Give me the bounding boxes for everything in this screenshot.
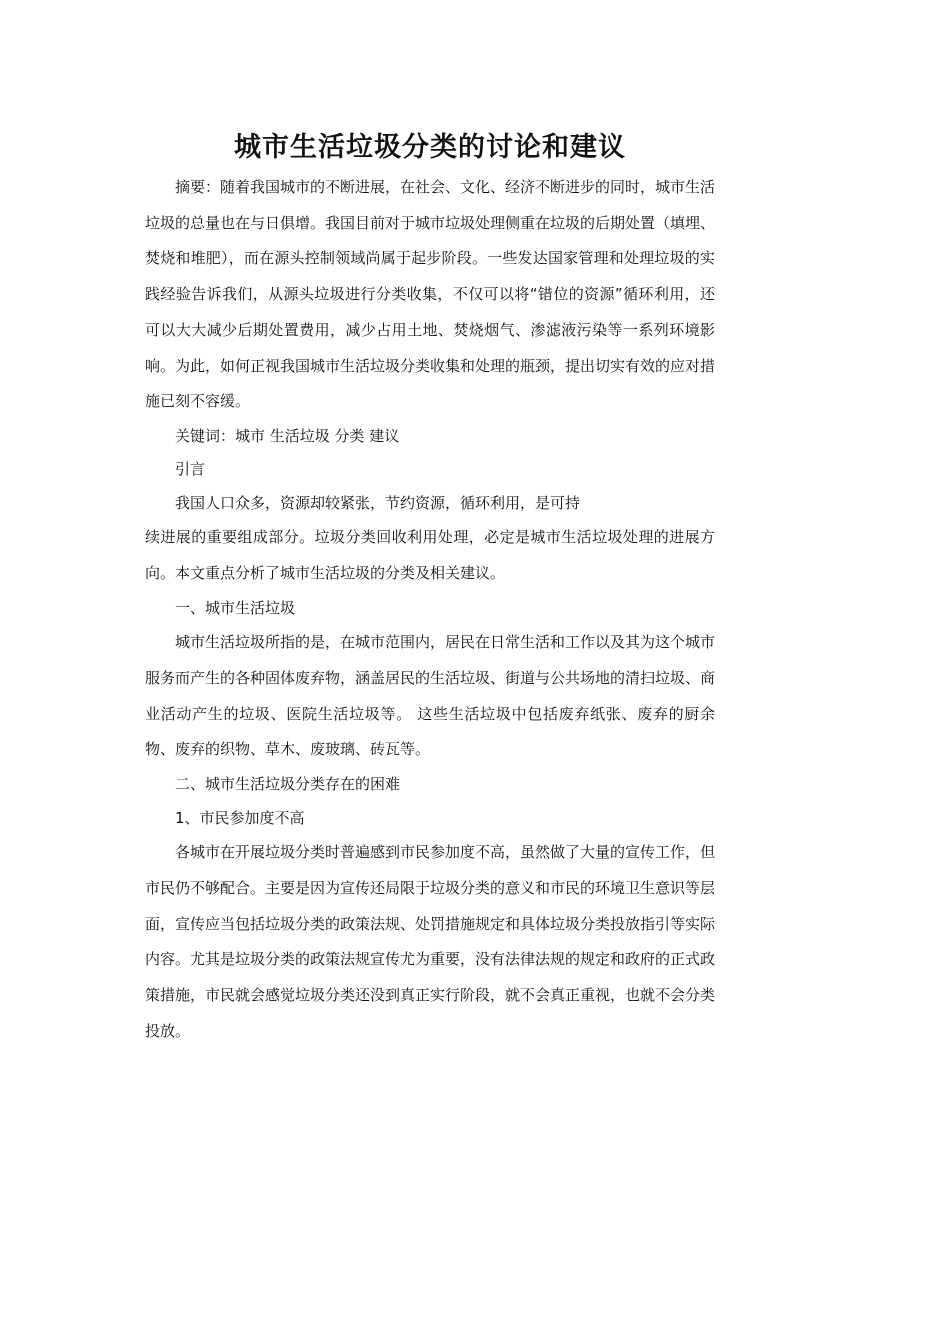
intro-heading: 引言 — [175, 460, 206, 479]
section-1-heading: 一、城市生活垃圾 — [175, 598, 296, 617]
section-2-1-heading: 1、市民参加度不高 — [175, 808, 305, 827]
section-1-paragraph: 城市生活垃圾所指的是，在城市范围内，居民在日常生活和工作以及其为这个城市服务而产生的各种固体废弃物，涵盖居民的生活垃圾、街道与公共场地的清扫垃圾、商业活动产生的垃圾、医院生活垃圾等。 这些生活垃圾中包括废弃纸张、废弃的厨余物、废弃的织物、草木、废玻璃、砖瓦等。 — [145, 633, 716, 759]
intro-paragraph-continued: 续进展的重要组成部分。垃圾分类回收利用处理，必定是城市生活垃圾处理的进展方向。本文重点分析了城市生活垃圾的分类及相关建议。 — [145, 528, 715, 583]
keywords-line: 关键词：城市 生活垃圾 分类 建议 — [175, 426, 400, 445]
document-body — [145, 170, 715, 1049]
section-2-heading: 二、城市生活垃圾分类存在的困难 — [175, 775, 401, 794]
intro-first-line: 我国人口众多，资源却较紧张，节约资源，循环利用，是可持 — [175, 493, 581, 512]
document-title: 城市生活垃圾分类的讨论和建议 — [234, 132, 626, 163]
section-2-1-paragraph: 各城市在开展垃圾分类时普遍感到市民参加度不高，虽然做了大量的宣传工作，但市民仍不够配合。主要是因为宣传还局限于垃圾分类的意义和市民的环境卫生意识等层面，宣传应当包括垃圾分类的政策法规、处罚措施规定和具体垃圾分类投放指引等实际内容。尤其是垃圾分类的政策法规宣传尤为重要，没有法律法规的规定和政府的正式政策措施，市民就会感觉垃圾分类还没到真正实行阶段，就不会真正重视，也就不会分类投放。 — [145, 843, 716, 1040]
abstract-paragraph: 摘要：随着我国城市的不断进展，在社会、文化、经济不断进步的同时，城市生活垃圾的总量也在与日俱增。我国目前对于城市垃圾处理侧重在垃圾的后期处置（填埋、焚烧和堆肥），而在源头控制领域尚属于起步阶段。一些发达国家管理和处理垃圾的实践经验告诉我们，从源头垃圾进行分类收集，不仅可以将“错位的资源”循环利用，还可以大大减少后期处置费用，减少占用土地、焚烧烟气、渗滤液污染等一系列环境影响。为此，如何正视我国城市生活垃圾分类收集和处理的瓶颈，提出切实有效的应对措施已刻不容缓。 — [145, 178, 716, 411]
